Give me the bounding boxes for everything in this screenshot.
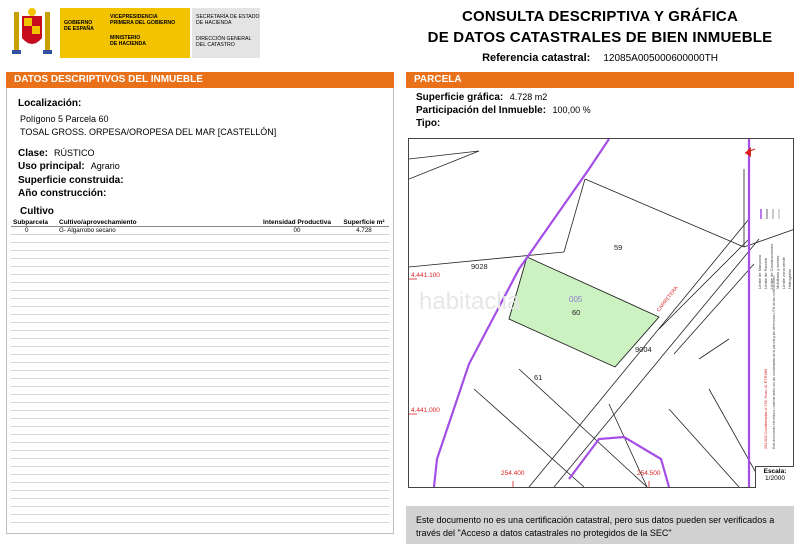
logo-vice-line2: PRIMERA DEL GOBIERNO <box>110 20 176 26</box>
legend-label: Límite de Parcela <box>763 257 768 289</box>
parcel-number-label: 60 <box>572 308 581 317</box>
parcel-line <box>669 409 739 487</box>
class-label: Clase: <box>18 148 49 159</box>
crop-table-header <box>11 216 389 227</box>
crop-cell-crop: G- Algarrobo secano <box>59 227 116 234</box>
legend-label: Mobiliario y aceras <box>775 255 780 289</box>
map-scale <box>755 466 794 488</box>
table-row <box>11 227 389 235</box>
road-label: CARRETERA <box>655 285 680 314</box>
participation-row <box>416 105 591 116</box>
coat-of-arms-icon <box>8 6 56 58</box>
logo-min-line2: DE HACIENDA <box>110 41 147 47</box>
location-line-2: TOSAL GROSS. ORPESA/OROPESA DEL MAR [CASTELLÓN] <box>20 127 277 137</box>
cadastral-map[interactable] <box>408 138 794 488</box>
map-legend <box>757 209 792 449</box>
crop-col-crop: Cultivo/aprovechamiento <box>59 219 137 226</box>
graphic-area-row <box>416 92 547 103</box>
logo-vice-line1: VICEPRESIDENCIA <box>110 14 158 20</box>
built-area-row <box>18 175 124 186</box>
logo-gray-band <box>192 8 260 58</box>
neighbor-parcel-9004: 9004 <box>635 345 652 354</box>
scale-value: 1/2000 <box>765 475 785 482</box>
logo-min-line1: MINISTERIO <box>110 35 141 41</box>
logo-sec-line1: SECRETARÍA DE ESTADO <box>196 14 260 20</box>
title-line-2: DE DATOS CATASTRALES DE BIEN INMUEBLE <box>427 29 773 46</box>
crop-cell-intensity: 00 <box>293 227 301 234</box>
road-inner-line <box>674 264 754 354</box>
north-arrow-icon <box>745 147 755 157</box>
logo-gov-line2: DE ESPAÑA <box>64 26 94 32</box>
use-label: Uso principal: <box>18 161 85 172</box>
coord-y-bottom: 4.441.000 <box>411 407 440 414</box>
participation-value: 100,00 % <box>552 105 591 115</box>
location-label: Localización: <box>18 98 82 109</box>
type-label: Tipo: <box>416 118 441 129</box>
purple-boundary-bottom <box>569 437 669 487</box>
legend-label: Hidrografía <box>787 269 792 289</box>
parcel-line <box>585 179 744 247</box>
built-area-label: Superficie construida: <box>18 175 124 186</box>
utm-note: 254.600 Coordenadas U.T.M. Huso 31 ETRS89 <box>764 368 768 449</box>
legend-label: Límite de Manzana <box>757 254 762 289</box>
parcel-code-label: 005 <box>569 295 583 304</box>
logo-dir-line1: DIRECCIÓN GENERAL <box>196 36 252 42</box>
crop-cell-subparcel: 0 <box>25 227 29 234</box>
disclaimer-note: Este documento no es una certificación catastral, pero sus datos pueden ser verificados a través del "Acceso a datos catastrales no protegidos de la SEC" <box>406 506 794 544</box>
coord-x-left: 254.400 <box>501 470 525 477</box>
type-row <box>416 118 440 129</box>
government-logo <box>8 6 258 58</box>
year-row <box>18 188 106 199</box>
road-edge-right <box>554 239 759 487</box>
parcel-line <box>519 369 647 487</box>
crop-table <box>11 216 389 235</box>
graphic-area-label: Superficie gráfica: <box>416 92 504 103</box>
crop-col-subparcel: Subparcela <box>13 219 49 226</box>
empty-table-lines <box>11 235 389 530</box>
document-title <box>405 6 795 64</box>
logo-gov-line1: GOBIERNO <box>64 20 93 26</box>
parcel-header: PARCELA <box>406 72 794 88</box>
legend-label: Límite zona verde <box>781 257 786 289</box>
ref-label: Referencia catastral: <box>482 52 591 64</box>
parcel-info <box>406 88 794 136</box>
watermark: habitaclia <box>419 288 521 315</box>
ref-value: 12085A005000600000TH <box>603 53 718 64</box>
crop-cell-area: 4.728 <box>356 227 372 234</box>
class-value: RÚSTICO <box>54 148 95 158</box>
use-value: Agrario <box>90 161 120 171</box>
coord-x-right: 254.500 <box>637 470 661 477</box>
crop-title: Cultivo <box>20 206 54 217</box>
year-label: Año construcción: <box>18 188 107 199</box>
road-inner-line <box>699 339 729 359</box>
electronic-doc-note: Este documento electrónico contiene datos con las coordenadas de la parcela y las referencias UTM de las certificaciones. <box>772 275 776 449</box>
crop-col-intensity: Intensidad Productiva <box>263 219 331 226</box>
neighbor-parcel-59: 59 <box>614 243 623 252</box>
scale-label: Escala: <box>763 468 787 475</box>
crop-col-area: Superficie m² <box>343 219 385 226</box>
logo-sec-line2: DE HACIENDA <box>196 20 232 26</box>
page-header <box>0 0 800 70</box>
participation-label: Participación del Inmueble: <box>416 105 547 116</box>
road-inner-line <box>659 239 749 329</box>
parcel-line <box>474 389 584 487</box>
neighbor-parcel-9028: 9028 <box>471 262 488 271</box>
location-line-1: Polígono 5 Parcela 60 <box>20 114 109 124</box>
use-row <box>18 161 120 172</box>
logo-dir-line2: DEL CATASTRO <box>196 42 235 48</box>
descriptive-data-header: DATOS DESCRIPTIVOS DEL INMUEBLE <box>6 72 394 88</box>
descriptive-data-panel <box>6 88 394 534</box>
graphic-area-value: 4.728 m2 <box>509 92 548 102</box>
logo-yellow-band <box>60 8 190 58</box>
title-line-1: CONSULTA DESCRIPTIVA Y GRÁFICA <box>461 8 738 25</box>
neighbor-parcel-61: 61 <box>534 373 543 382</box>
class-row <box>18 148 95 159</box>
cadastral-reference <box>405 52 795 64</box>
coord-y-top: 4.441.100 <box>411 272 440 279</box>
legend-label: Límite de Construcciones <box>769 243 774 289</box>
